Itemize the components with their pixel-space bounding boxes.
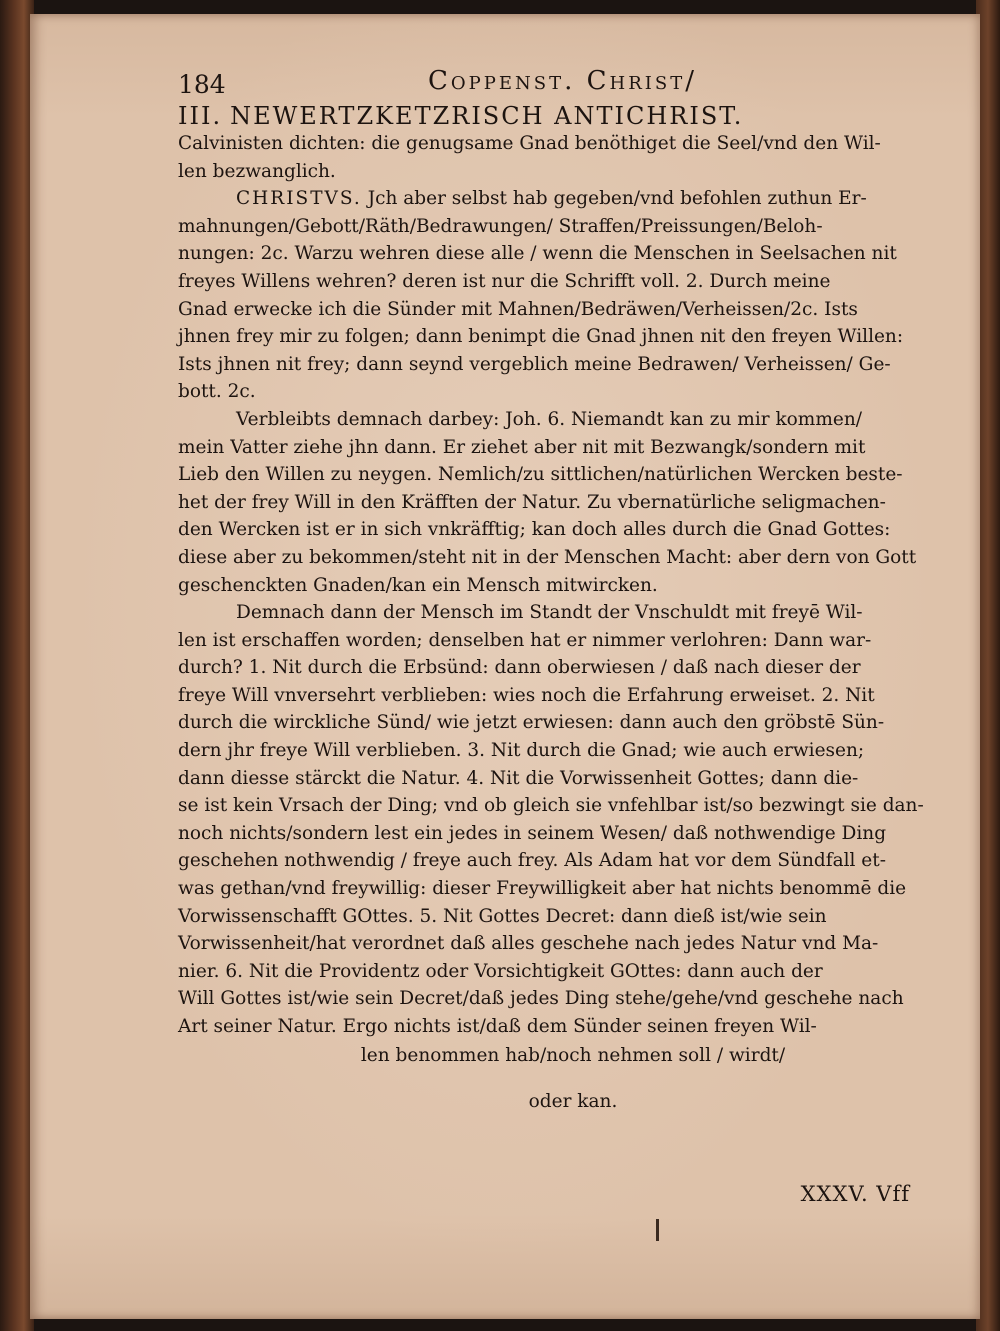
running-title: Coppenst. Christ/ — [428, 66, 697, 96]
text-line: geschehen nothwendig / freye auch frey. Als Adam hat vor dem Sündfall et- — [178, 850, 886, 872]
running-head — [178, 64, 968, 100]
text-line: den Wercken ist er in sich vnkräfftig; kan doch alles durch die Gnad Gottes: — [178, 519, 891, 541]
text-line: Vorwissenschafft GOttes. 5. Nit Gottes Decret: dann dieß ist/wie sein — [178, 905, 827, 927]
catchword: XXXV. Vff — [800, 1182, 910, 1206]
text-line: Gnad erwecke ich die Sünder mit Mahnen/Bedräwen/Verheissen/2c. Ists — [178, 298, 858, 320]
text-line: geschenckten Gnaden/kan ein Mensch mitwircken. — [178, 574, 658, 596]
text-line: dern jhr freye Will verblieben. 3. Nit durch die Gnad; wie auch erwiesen; — [178, 740, 865, 762]
text-line: len bezwanglich. — [178, 160, 336, 182]
text-line: se ist kein Vrsach der Ding; vnd ob gleich sie vnfehlbar ist/so bezwingt sie dan- — [178, 795, 924, 817]
text-line: mein Vatter ziehe jhn dann. Er ziehet aber nit mit Bezwangk/sondern mit — [178, 436, 866, 458]
text-line: Verbleibts demnach darbey: Joh. 6. Niemandt kan zu mir kommen/ — [236, 408, 862, 430]
text-line: Ists jhnen nit frey; dann seynd vergeblich meine Bedrawen/ Verheissen/ Ge- — [178, 353, 891, 375]
text-line: len ist erschaffen worden; denselben hat er nimmer verlohren: Dann war- — [178, 629, 872, 651]
text-line: diese aber zu bekommen/steht nit in der Menschen Macht: aber dern von Gott — [178, 546, 917, 568]
text-line: bott. 2c. — [178, 381, 256, 403]
text-line: dann diesse stärckt die Natur. 4. Nit die Vorwissenheit Gottes; dann die- — [178, 767, 859, 789]
text-line: freyes Willens wehren? deren ist nur die Schrifft voll. 2. Durch meine — [178, 270, 831, 292]
book-page — [30, 14, 980, 1319]
paragraph-demnach — [178, 599, 968, 1041]
text-line: noch nichts/sondern lest ein jedes in seinem Wesen/ daß nothwendige Ding — [178, 822, 887, 844]
closing-line: len benommen hab/noch nehmen soll / wirdt/ — [360, 1044, 786, 1066]
paragraph-calvinist — [178, 130, 968, 185]
text-line: Will Gottes ist/wie sein Decret/daß jedes Ding stehe/gehe/vnd geschehe nach — [178, 988, 904, 1010]
text-line: Demnach dann der Mensch im Standt der Vnschuldt mit freyē Wil- — [236, 602, 863, 624]
text-line: mahnungen/Gebott/Räth/Bedrawungen/ Straffen/Preissungen/Beloh- — [178, 215, 823, 237]
text-line: jhnen frey mir zu folgen; dann benimpt die Gnad jhnen nit den freyen Willen: — [178, 326, 904, 348]
text-line: freye Will vnversehrt verblieben: wies noch die Erfahrung erweiset. 2. Nit — [178, 684, 875, 706]
closing-lines — [178, 1041, 968, 1118]
section-title — [178, 102, 968, 130]
text-line: Lieb den Willen zu neygen. Nemlich/zu sittlichen/natürlichen Wercken beste- — [178, 464, 903, 486]
text-line: Calvinisten dichten: die genugsame Gnad benöthiget die Seel/vnd den Wil- — [178, 133, 881, 154]
section-roman-numeral: III. — [178, 102, 223, 130]
closing-line: oder kan. — [528, 1091, 618, 1113]
text-line: Art seiner Natur. Ergo nichts ist/daß dem Sünder seinen freyen Wil- — [178, 1016, 817, 1037]
printer-mark — [656, 1219, 659, 1241]
paragraph-christus — [178, 185, 968, 406]
section-title-text: NEWERTZKETZRISCH ANTICHRIST. — [230, 102, 744, 130]
text-line: durch? 1. Nit durch die Erbsünd: dann oberwiesen / daß nach dieser der — [178, 657, 861, 679]
text-line: Vorwissenheit/hat verordnet daß alles geschehe nach jedes Natur vnd Ma- — [178, 933, 879, 955]
text-line: het der frey Will in den Kräfften der Natur. Zu vbernatürliche seligmachen- — [178, 491, 886, 513]
text-line-content: Jch aber selbst hab gegeben/vnd befohlen zuthun Er- — [367, 188, 867, 210]
book-binding-left — [0, 0, 34, 1331]
text-line: durch die wirckliche Sünd/ wie jetzt erwiesen: dann auch den gröbstē Sün- — [178, 712, 885, 734]
paragraph-verbleibts — [178, 406, 968, 599]
text-line: nungen: 2c. Warzu wehren diese alle / wenn die Menschen in Seelsachen nit — [178, 243, 897, 265]
page-number: 184 — [178, 70, 226, 99]
text-line: nier. 6. Nit die Providentz oder Vorsichtigkeit GOttes: dann auch der — [178, 960, 823, 982]
page-content — [178, 64, 968, 1136]
speaker-label: CHRISTVS. — [236, 188, 362, 210]
text-line — [178, 185, 968, 213]
text-line: was gethan/vnd freywillig: dieser Freywilligkeit aber hat nichts benommē die — [178, 878, 907, 900]
